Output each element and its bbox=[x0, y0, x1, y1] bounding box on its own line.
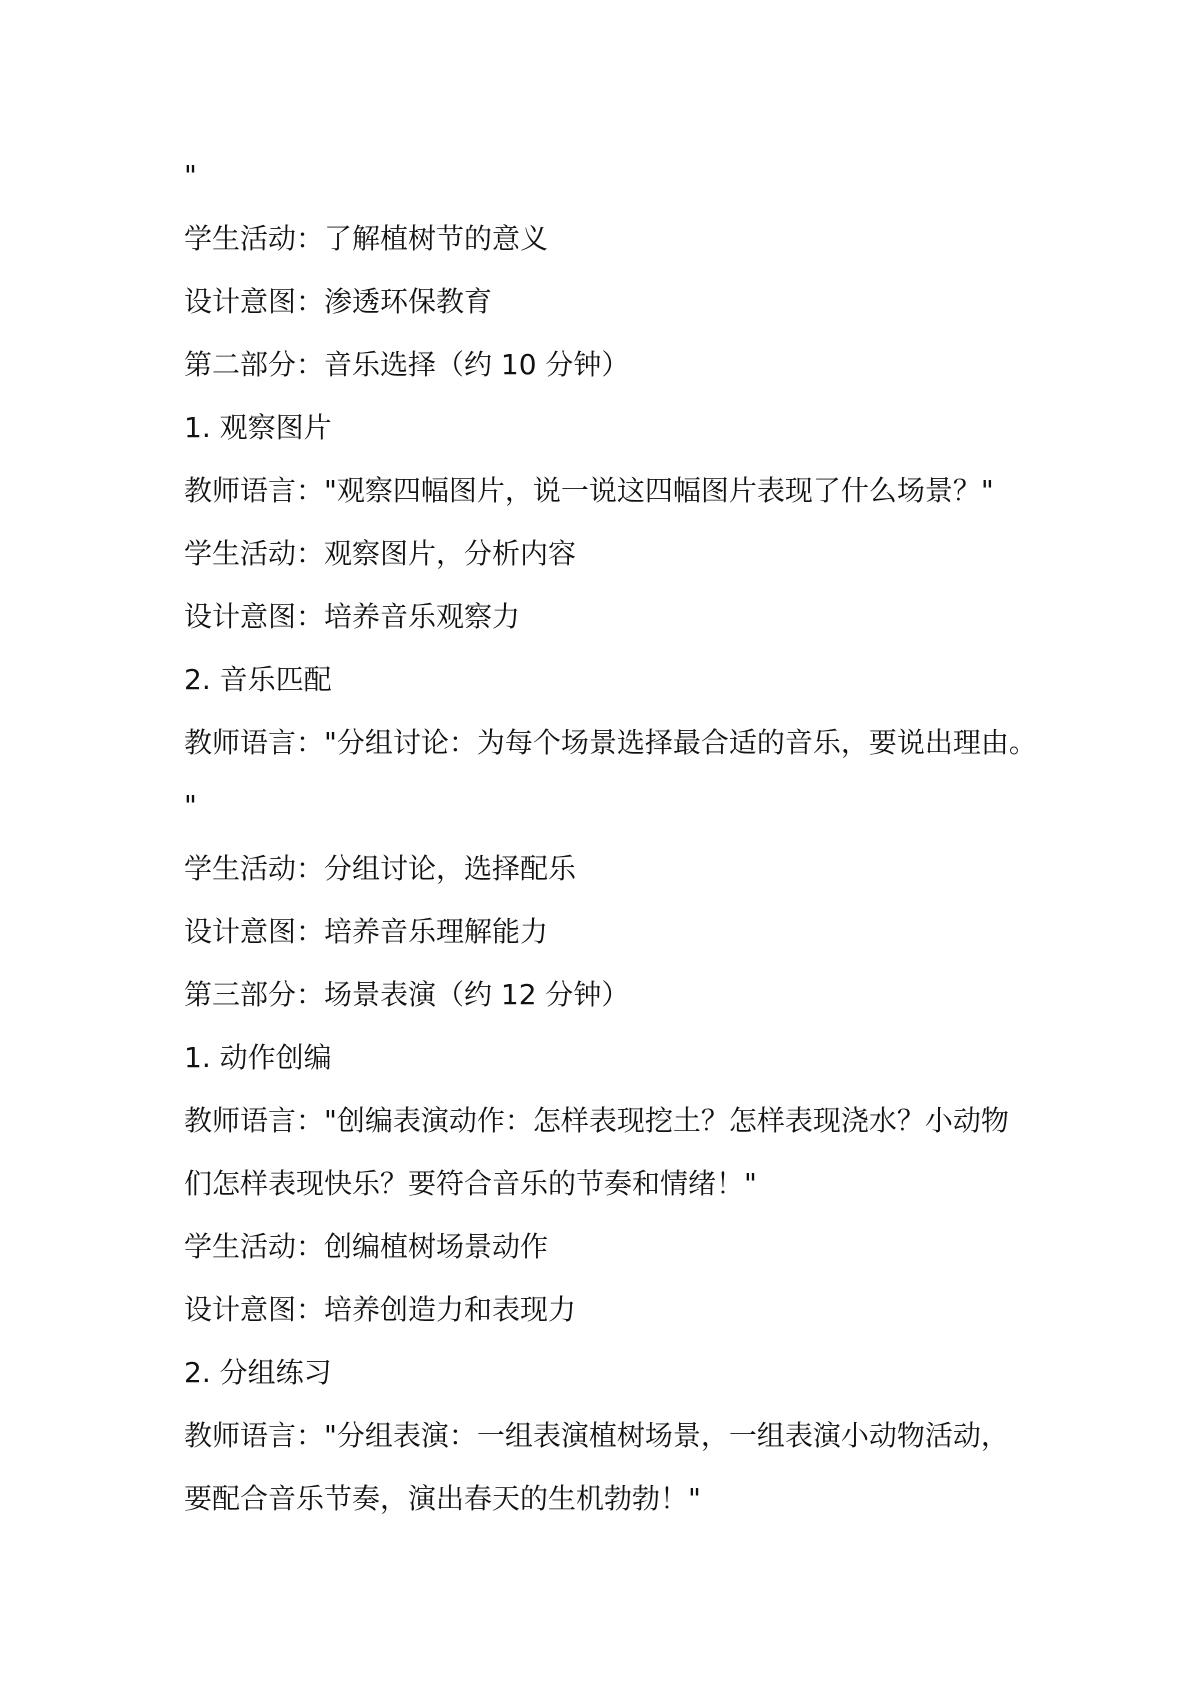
text-line: 学生活动：创编植树场景动作 bbox=[184, 1230, 549, 1263]
text-line: " bbox=[184, 159, 197, 192]
text-line: 们怎样表现快乐？要符合音乐的节奏和情绪！" bbox=[184, 1167, 757, 1200]
text-line: " bbox=[184, 789, 197, 822]
text-line: 设计意图：培养音乐理解能力 bbox=[184, 915, 549, 948]
text-line: 教师语言："创编表演动作：怎样表现挖土？怎样表现浇水？小动物 bbox=[184, 1104, 1009, 1137]
text-line: 教师语言："观察四幅图片，说一说这四幅图片表现了什么场景？" bbox=[184, 474, 994, 507]
text-line: 设计意图：渗透环保教育 bbox=[184, 285, 493, 318]
list-item: 1. 观察图片 bbox=[184, 411, 332, 444]
text-line: 学生活动：分组讨论，选择配乐 bbox=[184, 852, 577, 885]
text-line: 学生活动：了解植树节的意义 bbox=[184, 222, 549, 255]
list-item: 2. 音乐匹配 bbox=[184, 663, 332, 696]
section-heading: 第二部分：音乐选择（约 10 分钟） bbox=[184, 348, 630, 381]
text-line: 设计意图：培养音乐观察力 bbox=[184, 600, 521, 633]
text-line: 设计意图：培养创造力和表现力 bbox=[184, 1293, 577, 1326]
text-line: 教师语言："分组讨论：为每个场景选择最合适的音乐，要说出理由。 bbox=[184, 726, 1037, 759]
list-item: 2. 分组练习 bbox=[184, 1356, 332, 1389]
text-line: 要配合音乐节奏，演出春天的生机勃勃！" bbox=[184, 1482, 701, 1515]
text-line: 学生活动：观察图片，分析内容 bbox=[184, 537, 577, 570]
text-line: 教师语言："分组表演：一组表演植树场景，一组表演小动物活动， bbox=[184, 1419, 1009, 1452]
section-heading: 第三部分：场景表演（约 12 分钟） bbox=[184, 978, 630, 1011]
list-item: 1. 动作创编 bbox=[184, 1041, 332, 1074]
